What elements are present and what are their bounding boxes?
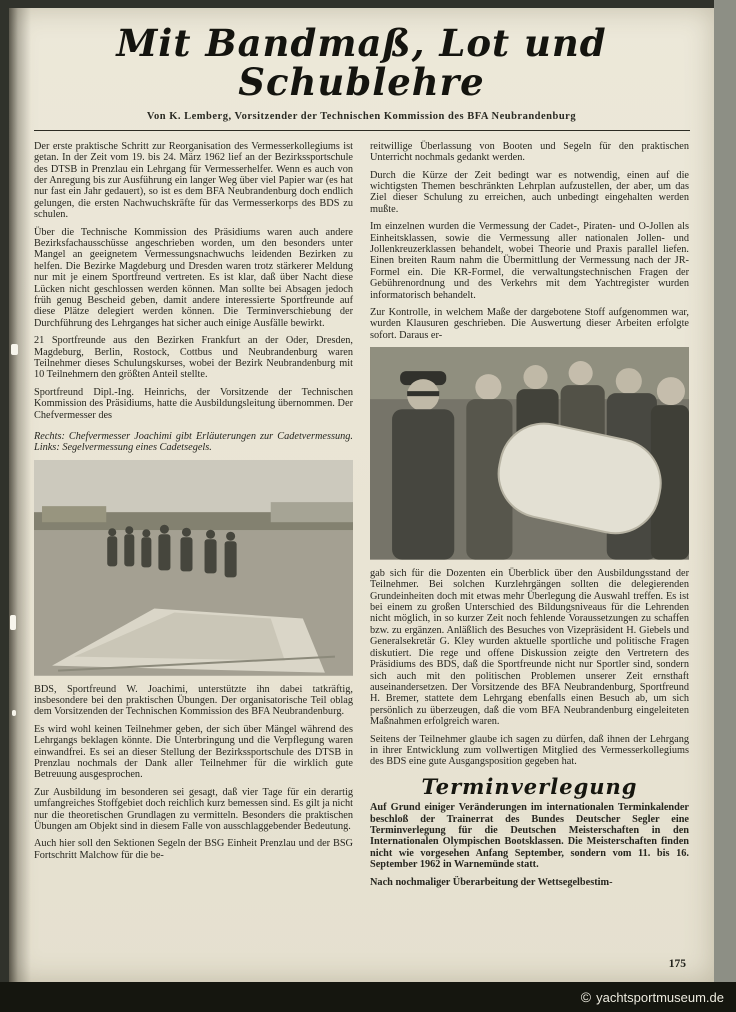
watermark-bar <box>0 982 736 1012</box>
paragraph: 21 Sportfreunde aus den Bezirken Frankfurt an der Oder, Dresden, Magdeburg, Berlin, Rostock, Cottbus und Neubrandenburg waren Teilnehmer dieses Schulungskurses, wobei der Bezirk Neubrandenburg mit 10 Teilnehmern den größten Anteil stellte. <box>34 335 353 381</box>
header-rule <box>34 130 690 131</box>
paragraph: Der erste praktische Schritt zur Reorganisation des Vermesserkollegiums ist getan. In der Zeit vom 19. bis 24. März 1962 lief an der Bezirkssportschule des DTSB in Prenzlau ein Lehrgang für Vermesserhelfer. Wenn es auch von der Anregung bis zur Ausführung ein langer Weg über viel Papier war (es hat nur fast ein Jahr gedauert), so ist es dem BFA Neubrandenburg doch endlich gelungen, die ersten Nachwuchskräfte für das Vermesserkorps des BDS zu schulen. <box>34 140 353 221</box>
paragraph: BDS, Sportfreund W. Joachimi, unterstützte ihn dabei tatkräftig, insbesondere bei den praktischen Übungen. Der organisatorische Teil oblag dem Vorsitzenden der Technischen Kommission des BFA Neubrandenburg. <box>34 683 353 718</box>
paragraph: Zur Kontrolle, in welchem Maße der dargebotene Stoff aufgenommen war, wurden Klausuren geschrieben. Die Auswertung dieser Arbeiten erfolgte sofort. Daraus er- <box>370 306 689 341</box>
paragraph-bold: Nach nochmaliger Überarbeitung der Wettsegelbestim- <box>370 876 613 888</box>
paragraph: gab sich für die Dozenten ein Überblick über den Ausbildungsstand der Teilnehmer. Bei solchen Kurzlehrgängen sollten die delegierenden Grundeinheiten doch mit etwas mehr Überlegung die Auswahl treffen. Es ist bei einem zu großen Unterschied des Bildungsniveaus für die Lehrenden nicht möglich, in so kurzer Zeit noch fehlende Voraussetzungen zu schaffen bzw. zu ergänzen. Anläßlich des Besuches von Vizepräsident H. Giebels und Generalsekretär G. Kley wurden aktuelle sportliche und politische Fragen diskutiert. Die rege und offene Diskussion zeigte den Vertretern des Präsidiums des BDS, daß die Sportfreunde nicht nur Sportler sind, sondern sich auch mit den politischen Problemen unserer Zeit ernsthaft auseinandersetzen. Der Vorsitzende des BFA Neubrandenburg, Sportfreund H. Bremer, stattete dem Lehrgang ebenfalls einen Besuch ab, um sich persönlich zu überzeugen, daß die vom BFA Neubrandenburg eingeleiteten Maßnahmen erfolgreich waren. <box>370 567 689 728</box>
article-header <box>9 8 714 131</box>
section-heading-terminverlegung: Terminverlegung <box>421 773 638 799</box>
scan-edge-strip <box>714 0 736 982</box>
photo-caption: Rechts: Chefvermesser Joachimi gibt Erläuterungen zur Cadetvermessung. Links: Segelvermessung eines Cadetsegels. <box>34 431 353 454</box>
photo-right-illustration <box>370 347 689 560</box>
paragraph: Über die Technische Kommission des Präsidiums waren auch andere Bezirksfachausschüsse angeschrieben worden, um den besonders unter Mangel an geeignetem Vermessungsnachwuchs leidenden Bezirken zu helfen. Die Bezirke Magdeburg und Dresden waren trotz stärkerer Meldung nur mit je einem Sportfreund vertreten. Es ist klar, daß über Nacht diese Lücken nicht geschlossen werden können. Man sollte bei Absagen jedoch früh genug Bescheid geben, damit andere interessierte Sportfreunde auf diese Plätze delegiert werden können. Die Terminverschiebung der Durchführung des Lehrganges hat sicher auch einige Ausfälle bewirkt. <box>34 226 353 329</box>
article-title: Mit Bandmaß, Lot und Schublehre <box>116 21 607 104</box>
paragraph: Es wird wohl keinen Teilnehmer geben, der sich über Mängel während des Lehrgangs beklagen könnte. Die Unterbringung und die Verpflegung waren einwandfrei. Es sei an dieser Stellung der Bezirkssportschule des DTSB in Prenzlau nochmals der Dank aller Teilnehmer für die wirklich gute Betreuung ausgesprochen. <box>34 723 353 781</box>
scan-speck <box>11 344 18 355</box>
paragraph: Sportfreund Dipl.-Ing. Heinrichs, der Vorsitzende der Technischen Kommission des Präsidiums, hatte die Ausbildungsleitung übernommen. Der Chefvermesser des <box>34 386 353 421</box>
paragraph: Auch hier soll den Sektionen Segeln der BSG Einheit Prenzlau und der BSG Fortschritt Malchow für die be- <box>34 838 353 861</box>
article-body <box>9 141 714 894</box>
copyright-icon: © <box>580 989 592 1005</box>
book-binding-shadow <box>9 8 31 982</box>
paragraph: Zur Ausbildung im besonderen sei gesagt, daß vier Tage für ein derartig umfangreiches Stoffgebiet doch reichlich kurz bemessen sind. Es gilt ja nicht nur die theoretischen Grundlagen zu vermitteln. Besonders die praktischen Übungen am Objekt sind in diesem Falle von ausschlaggebender Bedeutung. <box>34 786 353 832</box>
article-byline: Von K. Lemberg, Vorsitzender der Technischen Kommission des BFA Neubrandenburg <box>146 110 577 122</box>
photo-group-with-rolled-sail <box>370 347 689 560</box>
photo-left-illustration <box>34 460 353 676</box>
paragraph: Seitens der Teilnehmer glaube ich sagen zu dürfen, daß ihnen der Lehrgang in ihrer Entwicklung zum vollwertigen Mitglied des Vermesserkollegiums des BDS eine gute Ausgangsposition gegeben hat. <box>370 733 689 768</box>
left-column <box>34 141 353 894</box>
scan-speck <box>10 615 16 630</box>
page-number: 175 <box>668 958 686 970</box>
paragraph-bold: Auf Grund einiger Veränderungen im internationalen Terminkalender beschloß der Trainerrat des Bundes Deutscher Segler eine Terminverlegung für die Deutschen Meisterschaften in den Internationalen Olympischen Bootsklassen. Die Meisterschaften finden nicht wie vorgesehen Anfang September, sondern vom 11. bis 16. September 1962 in Warnemünde statt. <box>370 802 689 871</box>
watermark-text: yachtsportmuseum.de <box>596 989 724 1005</box>
right-column <box>370 141 689 894</box>
photo-sail-measurement-field <box>34 460 353 676</box>
paragraph: Im einzelnen wurden die Vermessung der Cadet-, Piraten- und O-Jollen als Einheitsklassen, sowie die Vermessung aller nationalen Jollen- und Jollenkreuzerklassen behandelt, wobei Theorie und Praxis parallel liefen. Einen breiten Raum nahm die Übermittlung der Vermessung nach der JR-Formel ein. Die KR-Formel, die verwaltungstechnischen Fragen der Gebührenordnung und des Verkehrs mit dem Yachtregister wurden informatorisch behandelt. <box>370 221 689 301</box>
paragraph: reitwillige Überlassung von Booten und Segeln für den praktischen Unterricht nochmals gedankt werden. <box>370 140 689 164</box>
magazine-page <box>9 8 714 982</box>
scan-speck <box>12 710 16 716</box>
paragraph: Durch die Kürze der Zeit bedingt war es notwendig, einen auf die wichtigsten Themen beschränkten Lehrplan aufzustellen, der aber, um das Ziel dieser Schulung zu erreichen, auch unbedingt eingehalten werden mußte. <box>370 169 689 215</box>
